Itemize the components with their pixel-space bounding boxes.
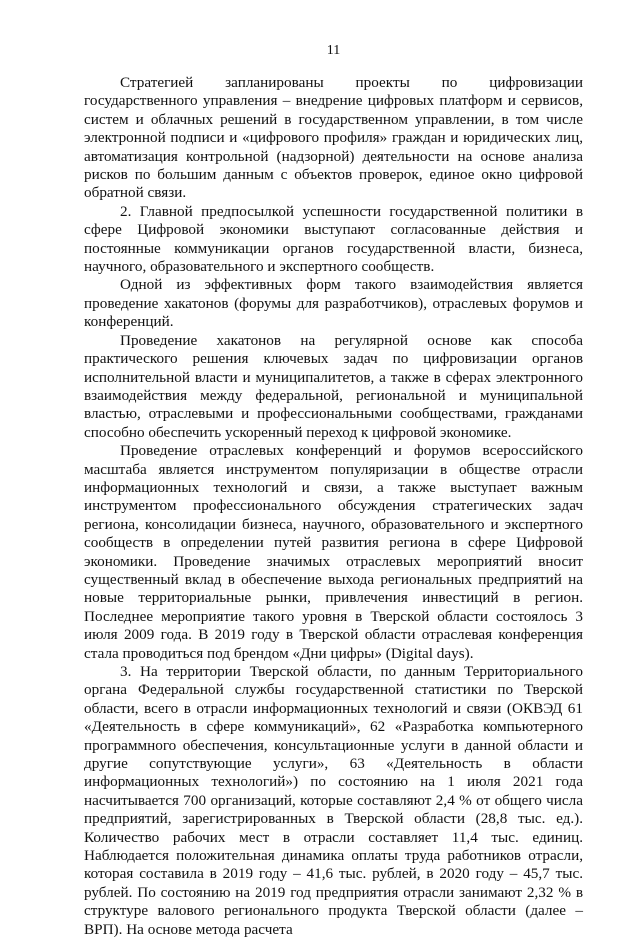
paragraph-strategy-projects: Стратегией запланированы проекты по цифровизации государственного управления – внедрение цифровых платформ и сервисов, систем и облачных решений в государственном управлении, в том числе электронной подписи и «цифрового профиля» граждан и юридических лиц, автоматизация контрольной (надзорной) деятельности на основе анализа рисков по большим данным с объектов проверок, единое окно цифровой обратной связи.	[84, 74, 583, 202]
paragraph-tver-statistics: 3. На территории Тверской области, по данным Территориального органа Федеральной службы государственной статистики по Тверской области, всего в отрасли информационных технологий и связи (ОКВЭД 61 «Деятельность в сфере коммуникаций», 62 «Разработка компьютерного программного обеспечения, консультационные услуги в данной области и другие сопутствующие услуги», 63 «Деятельность в области информационных технологий») по состоянию на 1 июля 2021 года насчитывается 700 организаций, которые составляют 2,4 % от общего числа предприятий, зарегистрированных в Тверской области (28,8 тыс. ед.). Количество рабочих мест в отрасли составляет 11,4 тыс. единиц. Наблюдается положительная динамика оплаты труда работников отрасли, которая составила в 2019 году – 41,6 тыс. рублей, в 2020 году – 45,7 тыс. рублей. По состоянию на 2019 год предприятия отрасли занимают 2,32 % в структуре валового регионального продукта Тверской области (далее – ВРП). На основе метода расчета	[84, 663, 583, 938]
paragraph-hackathons-regular: Проведение хакатонов на регулярной основе как способа практического решения ключевых задач по цифровизации органов исполнительной власти и муниципалитетов, а также в сферах электронного взаимодействия между федеральной, региональной и муниципальной властью, отраслевыми и профессиональными сообществами, гражданами способно обеспечить ускоренный переход к цифровой экономике.	[84, 331, 583, 441]
paragraph-coordinated-actions: 2. Главной предпосылкой успешности государственной политики в сфере Цифровой экономики выступают согласованные действия и постоянные коммуникации органов государственной власти, бизнеса, научного, образовательного и экспертного сообществ.	[84, 202, 583, 276]
page-number: 11	[326, 43, 341, 58]
paragraph-industry-conferences: Проведение отраслевых конференций и форумов всероссийского масштаба является инструментом популяризации в обществе отрасли информационных технологий и связи, а также выступает важным инструментом профессионального обсуждения стратегических задач региона, консолидации бизнеса, научного, образовательного и экспертного сообществ в определении путей развития региона в сфере Цифровой экономики. Проведение значимых отраслевых мероприятий вносит существенный вклад в обеспечение выхода региональных предприятий на новые территориальные рынки, привлечения инвестиций в регион. Последнее мероприятие такого уровня в Тверской области состоялось 3 июля 2009 года. В 2019 году в Тверской области отраслевая конференция стала проводиться под брендом «Дни цифры» (Digital days).	[84, 442, 583, 662]
paragraph-hackathons-forms: Одной из эффективных форм такого взаимодействия является проведение хакатонов (форумы для разработчиков), отраслевых форумов и конференций.	[84, 276, 583, 331]
